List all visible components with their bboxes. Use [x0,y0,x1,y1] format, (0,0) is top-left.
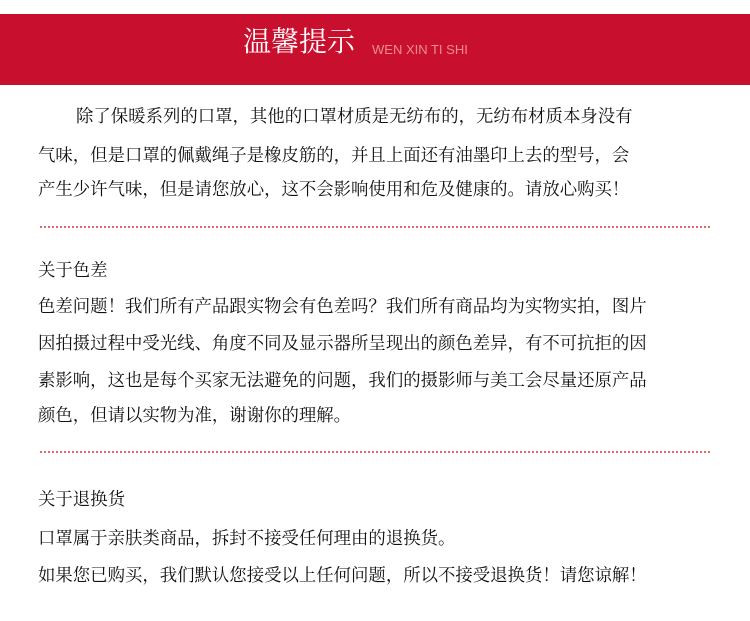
banner-subtitle: WEN XIN TI SHI [372,42,468,57]
color-diff-line-1: 色差问题！我们所有产品跟实物会有色差吗？我们所有商品均为实物实拍，图片 [38,297,647,317]
color-diff-line-2: 因拍摄过程中受光线、角度不同及显示器所呈现出的颜色差异，有不可抗拒的因 [38,334,647,354]
returns-heading: 关于退换货 [38,490,125,510]
returns-line-1: 口罩属于亲肤类商品，拆封不接受任何理由的退换货。 [38,529,456,549]
banner-title: 温馨提示 [243,25,356,58]
intro-line-2: 气味，但是口罩的佩戴绳子是橡皮筋的，并且上面还有油墨印上去的型号，会 [38,146,630,166]
divider-2 [40,451,710,453]
divider-1 [40,226,710,228]
intro-line-3: 产生少许气味，但是请您放心，这不会影响使用和危及健康的。请放心购买！ [38,180,630,200]
color-diff-heading: 关于色差 [38,261,108,281]
color-diff-line-3: 素影响，这也是每个买家无法避免的问题，我们的摄影师与美工会尽量还原产品 [38,371,647,391]
intro-line-1: 除了保暖系列的口罩，其他的口罩材质是无纺布的，无纺布材质本身没有 [76,107,633,127]
color-diff-line-4: 颜色，但请以实物为准，谢谢你的理解。 [38,406,352,426]
returns-line-2: 如果您已购买，我们默认您接受以上任何问题，所以不接受退换货！请您谅解！ [38,566,647,586]
